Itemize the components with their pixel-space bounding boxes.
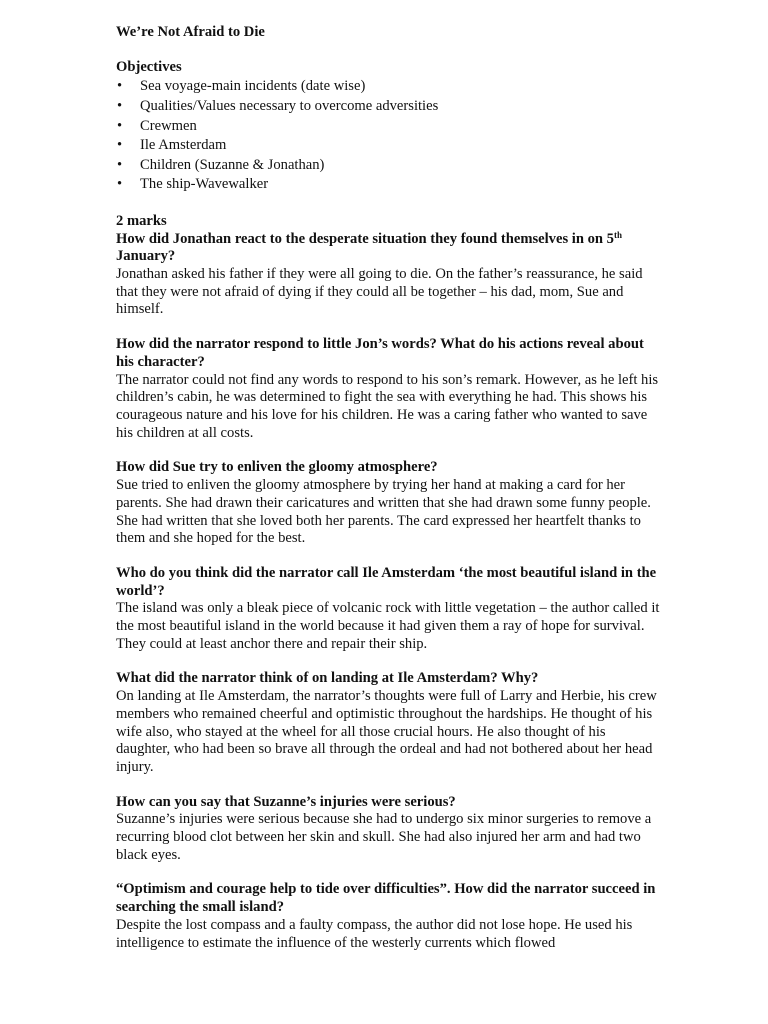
objective-item <box>116 176 661 196</box>
qa-block <box>116 336 661 442</box>
bullet-icon: • <box>117 117 123 134</box>
qa-block <box>116 565 661 654</box>
objective-text: Sea voyage-main incidents (date wise) <box>140 78 366 95</box>
question <box>116 231 661 266</box>
objective-text: Children (Suzanne & Jonathan) <box>140 156 325 173</box>
objective-item <box>116 98 661 118</box>
objective-text: Ile Amsterdam <box>140 137 227 154</box>
question-text-end: January? <box>116 248 176 265</box>
objective-text: Qualities/Values necessary to overcome adversities <box>140 98 439 114</box>
question: What did the narrator think of on landing at Ile Amsterdam? Why? <box>116 670 539 687</box>
qa-block <box>116 670 661 776</box>
answer: On landing at Ile Amsterdam, the narrator’s thoughts were full of Larry and Herbie, his crew members who remained cheerful and optimistic throughout the hardships. He thought of his wife also, who stayed at the wheel for all those crucial hours. He also thought of his daughter, who had been so brave all through the ordeal and had not bothered about her head injury. <box>116 688 657 775</box>
objective-text: Crewmen <box>140 117 197 134</box>
document-page <box>116 24 661 969</box>
objective-item <box>116 137 661 157</box>
answer: Sue tried to enliven the gloomy atmosphere by trying her hand at making a card for her parents. She had drawn their caricatures and written that she had drawn some funny people. She had written that she loved both her parents. The card expressed her heartfelt thanks to them and she hoped for the best. <box>116 477 651 547</box>
qa-block <box>116 794 661 865</box>
question-text: How did Jonathan react to the desperate situation they found themselves in on 5 <box>116 230 614 247</box>
answer: Jonathan asked his father if they were all going to die. On the father’s reassurance, he said that they were not afraid of dying if they could all be together – his dad, mom, Sue and himself. <box>116 266 643 318</box>
bullet-icon: • <box>117 176 123 193</box>
objectives-heading: Objectives <box>116 58 182 75</box>
answer: Despite the lost compass and a faulty compass, the author did not lose hope. He used his intelligence to estimate the influence of the westerly currents which flowed <box>116 916 633 951</box>
objective-item <box>116 78 661 98</box>
question: How did Sue try to enliven the gloomy atmosphere? <box>116 459 438 476</box>
objectives-list <box>116 78 661 196</box>
question: How did the narrator respond to little Jon’s words? What do his actions reveal about his character? <box>116 336 644 370</box>
objective-item <box>116 157 661 177</box>
marks-heading: 2 marks <box>116 212 167 229</box>
objective-text: The ship-Wavewalker <box>140 176 269 193</box>
ordinal-suffix: th <box>613 229 622 240</box>
qa-block <box>116 881 661 952</box>
document-title: We’re Not Afraid to Die <box>116 24 265 40</box>
question: Who do you think did the narrator call Ile Amsterdam ‘the most beautiful island in the world’? <box>116 564 657 599</box>
question: How can you say that Suzanne’s injuries were serious? <box>116 793 456 810</box>
bullet-icon: • <box>117 156 123 173</box>
objective-item <box>116 118 661 138</box>
bullet-icon: • <box>117 98 123 114</box>
answer: The island was only a bleak piece of volcanic rock with little vegetation – the author called it the most beautiful island in the world because it had given them a ray of hope for survival. They could at least anchor there and repair their ship. <box>116 600 660 652</box>
answer: The narrator could not find any words to respond to his son’s remark. However, as he left his children’s cabin, he was determined to fight the sea with everything he had. This shows his courageous nature and his love for his children. He was a caring father who wanted to save his children at all costs. <box>116 371 659 441</box>
bullet-icon: • <box>117 78 123 95</box>
qa-block <box>116 459 661 548</box>
bullet-icon: • <box>117 137 123 154</box>
question: “Optimism and courage help to tide over difficulties”. How did the narrator succeed in searching the small island? <box>116 881 656 916</box>
answer: Suzanne’s injuries were serious because she had to undergo six minor surgeries to remove a recurring blood clot between her skin and skull. She had also injured her arm and had two black eyes. <box>116 811 652 863</box>
qa-block <box>116 231 661 320</box>
